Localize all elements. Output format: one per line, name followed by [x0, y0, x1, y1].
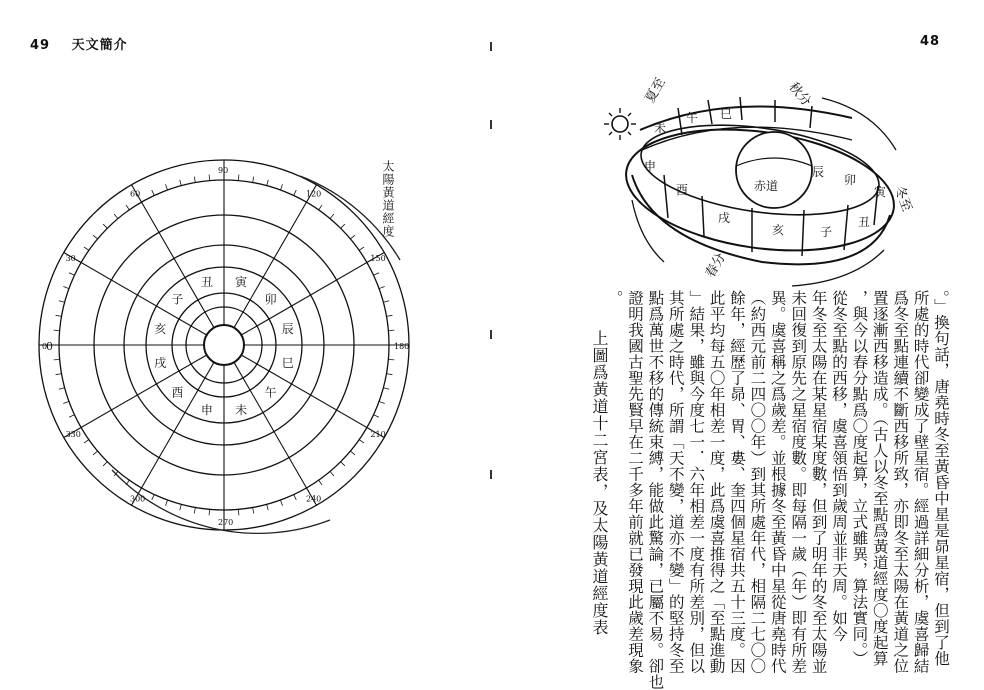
body-column: 。 — [605, 290, 624, 306]
wheel-tick — [388, 359, 394, 360]
wheel-tick — [139, 488, 142, 493]
wheel-tick — [383, 301, 389, 303]
wheel-branch-label: 卯 — [264, 292, 277, 307]
wheel-degree-label: 180 — [394, 342, 410, 351]
branch-yin: 寅 — [874, 185, 887, 199]
running-head-title: 天文簡介 — [71, 38, 128, 53]
body-column: 」結果，雖與今度七一．六年相差一度有所差別，但以 — [687, 290, 706, 674]
wheel-degree-label: 240 — [306, 494, 322, 504]
wheel-tick — [180, 180, 182, 186]
orbit-arrow-bottom-right — [792, 250, 884, 286]
wheel-tick — [350, 451, 355, 455]
wheel-tick — [388, 330, 394, 331]
zero-mark: 0 — [46, 340, 53, 353]
figure-caption: 上圖爲黃道十二宮表，及太陽黃道經度表 — [590, 330, 609, 636]
ecliptic-band-diagram — [492, 0, 984, 300]
wheel-branch-label: 丑 — [200, 275, 213, 290]
wheel-tick — [194, 507, 195, 513]
wheel-tick — [386, 315, 392, 316]
wheel-tick — [341, 224, 345, 228]
wheel-tick — [59, 301, 65, 303]
body-column: 餘年，經歷了昴、胃、婁、奎四個星宿共五十三度。因 — [728, 290, 746, 674]
wheel-tick — [54, 359, 60, 360]
wheel-tick — [209, 509, 210, 515]
wheel-tick — [114, 214, 118, 219]
wheel-branch-label: 子 — [171, 292, 184, 307]
wheel-tick — [253, 177, 254, 183]
wheel-tick — [379, 287, 385, 289]
branch-si: 巳 — [720, 107, 733, 121]
wheel-tick — [152, 190, 155, 195]
wheel-tick — [152, 495, 155, 500]
wheel-tick — [267, 504, 269, 510]
wheel-spoke — [64, 355, 207, 438]
body-column: 爲冬至點連續不斷西移所致，亦即冬至太陽在黃道之位 — [891, 290, 910, 674]
wheel-tick — [267, 180, 269, 186]
wheel-tick — [294, 495, 297, 500]
wheel-tick — [69, 415, 74, 418]
branch-chou: 丑 — [858, 215, 871, 229]
wheel-tick — [307, 488, 310, 493]
wheel-degree-label: 0 — [42, 342, 48, 351]
body-column: 異。虞喜稱之爲歲差。並根據冬至黃昏中星從唐堯時代 — [768, 290, 787, 674]
wheel-tick — [166, 184, 168, 190]
body-column: 其所處之時代，所謂「天不變，道亦不變」的堅持冬至 — [666, 290, 685, 674]
right-page-number: 48 — [920, 34, 941, 49]
wheel-branch-label: 亥 — [154, 321, 167, 336]
branch-shen: 申 — [644, 159, 657, 173]
wheel-branch-label: 未 — [235, 402, 248, 417]
wheel-tick — [103, 224, 107, 228]
body-column: 。」換句話，唐堯時冬至黃昏中星是昴星宿，但到了他 — [932, 290, 950, 667]
wheel-tick — [93, 451, 98, 455]
equator-label: 赤道 — [754, 179, 779, 193]
left-page — [0, 0, 492, 673]
wheel-tick — [84, 440, 89, 443]
wheel-degree-label: 90 — [218, 166, 229, 175]
wheel-tick — [319, 205, 322, 210]
branch-zi: 子 — [820, 225, 833, 239]
branch-wei: 未 — [654, 121, 667, 135]
wheel-tick — [76, 260, 81, 263]
wheel-tick — [253, 507, 254, 513]
wheel-tick — [194, 177, 195, 183]
body-column: 此平均每五〇年相差一度，此爲虞喜推得之「至點進動 — [707, 290, 726, 674]
wheel-spoke — [64, 253, 207, 336]
right-page — [492, 0, 984, 690]
wheel-tick — [180, 504, 182, 510]
wheel-tick — [69, 273, 74, 276]
wheel-tick — [238, 175, 239, 181]
orbit-arrow-right — [822, 98, 896, 150]
wheel-tick — [383, 388, 389, 390]
branch-hai: 亥 — [772, 223, 785, 237]
branch-chen: 辰 — [812, 165, 825, 179]
wheel-tick — [59, 388, 65, 390]
body-column: 所處的時代卻變成了壁星宿。經過詳細分析，虞喜歸結 — [911, 290, 930, 674]
wheel-branch-label: 辰 — [281, 321, 294, 336]
sun-icon — [604, 108, 636, 140]
wheel-tick — [126, 205, 129, 210]
wheel-tick — [280, 500, 282, 506]
wheel-tick — [63, 287, 69, 289]
wheel-ring — [204, 325, 244, 365]
wheel-tick — [330, 471, 334, 476]
wheel-rings — [39, 160, 409, 530]
wheel-spoke — [234, 362, 317, 505]
wheel-tick — [319, 480, 322, 485]
wheel-spoke — [241, 355, 384, 438]
wheel-tick — [56, 374, 62, 375]
body-column: 點爲萬世不移的傳統束縛，能做此驚論，已屬不易。卻也 — [646, 290, 665, 690]
wheel-tick — [359, 440, 364, 443]
wheel-tick — [350, 235, 355, 239]
wheel-tick — [54, 330, 60, 331]
summer-solstice-label: 夏至 — [642, 75, 669, 106]
wheel-tick — [103, 462, 107, 466]
wheel-tick — [84, 247, 89, 250]
wheel-branch-label: 午 — [264, 385, 277, 400]
zodiac-wheel-diagram — [0, 0, 492, 673]
body-column: 年冬至太陽在某星宿某度數，但到了明年的冬至太陽並 — [809, 290, 828, 674]
body-column: （約西元前二四〇〇年）到其所處年代，相隔二七〇〇 — [748, 290, 767, 674]
wheel-spoke — [132, 362, 215, 505]
body-column: 證明我國古聖先賢早在二千多年前就已發現此歲差現象 — [626, 290, 644, 674]
left-page-number: 49 — [30, 38, 51, 53]
wheel-tick — [386, 374, 392, 375]
wheel-tick — [359, 247, 364, 250]
branch-xu: 戌 — [718, 211, 731, 225]
wheel-tick — [294, 190, 297, 195]
wheel-tick — [341, 462, 345, 466]
wheel-degree-label: 120 — [306, 189, 322, 199]
wheel-branch-label: 巳 — [281, 356, 294, 371]
wheel-tick — [330, 214, 334, 219]
wheel-tick — [374, 273, 379, 276]
wheel-tick — [93, 235, 98, 239]
body-column: 從冬至點的西移，虞喜領悟到歲周並非天周。如今 — [830, 290, 848, 642]
wheel-degree-label: 210 — [370, 430, 386, 439]
wheel-tick — [166, 500, 168, 506]
body-column: 置逐漸西移造成。（古人以冬至點爲黃道經度〇度起算 — [870, 290, 889, 667]
branch-wu: 午 — [686, 111, 699, 125]
wheel-branch-label: 戌 — [154, 356, 167, 371]
wheel-branch-label: 酉 — [171, 385, 184, 400]
wheel-degree-label: 60 — [130, 189, 141, 199]
wheel-tick — [56, 315, 62, 316]
wheel-tick — [63, 401, 69, 403]
winter-solstice-label: 冬至 — [891, 184, 915, 214]
earth-sphere — [736, 132, 812, 208]
wheel-degree-label: 300 — [130, 494, 146, 504]
spring-equinox-label: 春分 — [702, 250, 729, 281]
wheel-tick — [374, 415, 379, 418]
wheel-degree-label: 330 — [65, 430, 81, 439]
wheel-branch-label: 申 — [200, 402, 213, 417]
wheel-tick — [280, 184, 282, 190]
branch-mao: 卯 — [844, 173, 857, 187]
wheel-spoke — [241, 253, 384, 336]
branch-you: 酉 — [676, 183, 689, 197]
solar-longitude-label: 太陽黃道經度 — [381, 160, 395, 238]
wheel-tick — [379, 401, 385, 403]
body-column: 未回復到原先之星宿度數。即每隔一歲（年）即有所差 — [789, 290, 808, 674]
wheel-tick — [238, 509, 239, 515]
wheel-tick — [209, 175, 210, 181]
wheel-degree-label: 30 — [65, 254, 76, 263]
body-column: ，與今以春分點爲〇度起算，立式雖異，算法實同。） — [850, 290, 869, 667]
wheel-branch-label: 寅 — [235, 275, 248, 290]
autumn-equinox-label: 秋分 — [785, 79, 814, 110]
wheel-degree-label: 150 — [370, 254, 386, 263]
wheel-degree-label: 270 — [218, 518, 234, 527]
